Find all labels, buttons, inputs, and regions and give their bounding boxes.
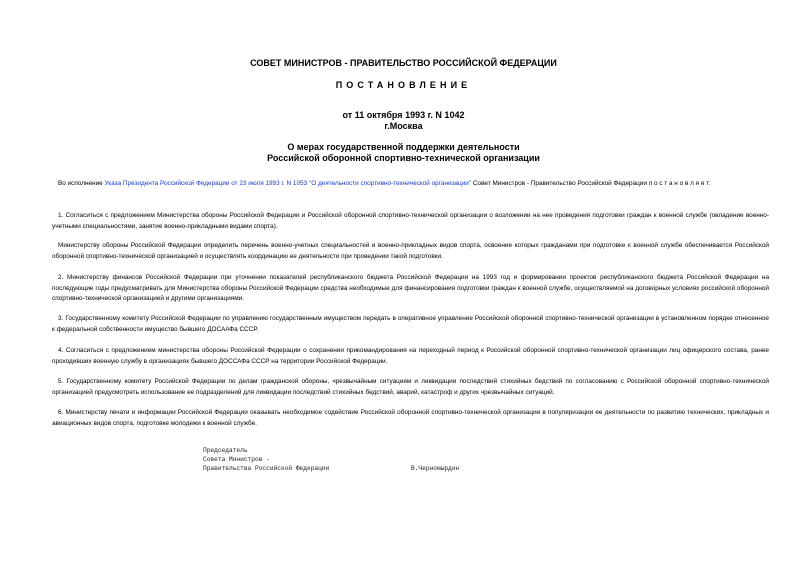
paragraph-1-continued: Министерству обороны Российской Федерации определить перечень военно-учетных специальностей и военно-прикладных видов спорта, освоение которых гражданами при подготовке к военной службе обеспечивается Российской оборонной спортивно-технической организацией и осуществлять координацию ее деятельности при проведении такой подготовки. [52,242,769,260]
document-city: г.Москва [384,121,423,131]
document-type: ПОСТАНОВЛЕНИЕ [335,80,472,90]
paragraph-1: 1. Согласиться с предложением Министерства обороны Российской Федерации и Российской оборонной спортивно-технической организации о возложении на нее проведения подготовки граждан к военной службе (овладение военно-учетными специальностями, занятие военно-прикладными видами спорта). [52,212,769,230]
intro-prefix: Во исполнение [58,180,105,187]
paragraph-2: 2. Министерству финансов Российской Федерации при уточнении показателей республиканского бюджета Российской Федерации на 1993 год и формировании проектов республиканского бюджета Российской Федерации на последующие годы предусматривать для Министерства обороны Российской Федерации средства необходимые для финансирования подготовки граждан к военной службе, осуществляемой на договорных условиях российской оборонной спортивно-технической организацией и другими организациями. [52,274,769,302]
decree-link[interactable]: Указа Президента Российской Федерации от 23 июля 1993 г. N 1053 "О деятельности спортивно-технической организации" [104,180,472,187]
signature-title-line-3: Правительства Российской Федерации [203,465,330,472]
intro-paragraph [52,179,769,190]
signature-title-line-2: Совета Министров - [203,456,270,463]
signature-title-line-1: Председатель [203,447,248,454]
issuing-organization: СОВЕТ МИНИСТРОВ - ПРАВИТЕЛЬСТВО РОССИЙСКОЙ ФЕДЕРАЦИИ [250,58,557,68]
document-date-number: от 11 октября 1993 г. N 1042 [342,110,465,120]
document-title-line-1: О мерах государственной поддержки деятельности [287,142,520,152]
paragraph-3: 3. Государственному комитету Российской Федерации по управлению государственным имуществом передать в оперативное управление Российской оборонной спортивно-технической организации в установленном порядке отнесенное к федеральной собственности имущество бывшего ДОСААФа СССР. [52,315,769,333]
document-title-line-2: Российской оборонной спортивно-технической организации [267,153,540,163]
intro-suffix: Совет Министров - Правительство Российской Федерации п о с т а н о в л я е т: [471,180,711,187]
paragraph-4: 4. Согласиться с предложением министерства обороны Российской Федерации о сохранении прикомандирования на переходный период к Российской оборонной спортивно-технической организации лиц офицерского состава, ранее проходивших военную службу в организациях бывшего ДОССАФа СССР на территории Российской Федерации. [52,347,769,365]
paragraph-6: 6. Министерству печати и информации Российской Федерации оказывать необходимое содействие Российской оборонной спортивно-технической организации в популяризации ее деятельности по развитию технических, прикладных и авиационных видов спорта, подготовке молодежи к военной службе. [52,409,769,427]
paragraph-5: 5. Государственному комитету Российской Федерации по делам гражданской обороны, чрезвычайным ситуациям и ликвидации последствий стихийных бедствий по согласованию с Российской оборонной спортивно-технической организацией предусмотреть использование ее подразделений для ликвидации последствий стихийных бедствий, аварий, катастроф и других чрезвычайных ситуаций. [52,378,769,396]
signatory-name: В.Черномырдин [411,465,460,472]
